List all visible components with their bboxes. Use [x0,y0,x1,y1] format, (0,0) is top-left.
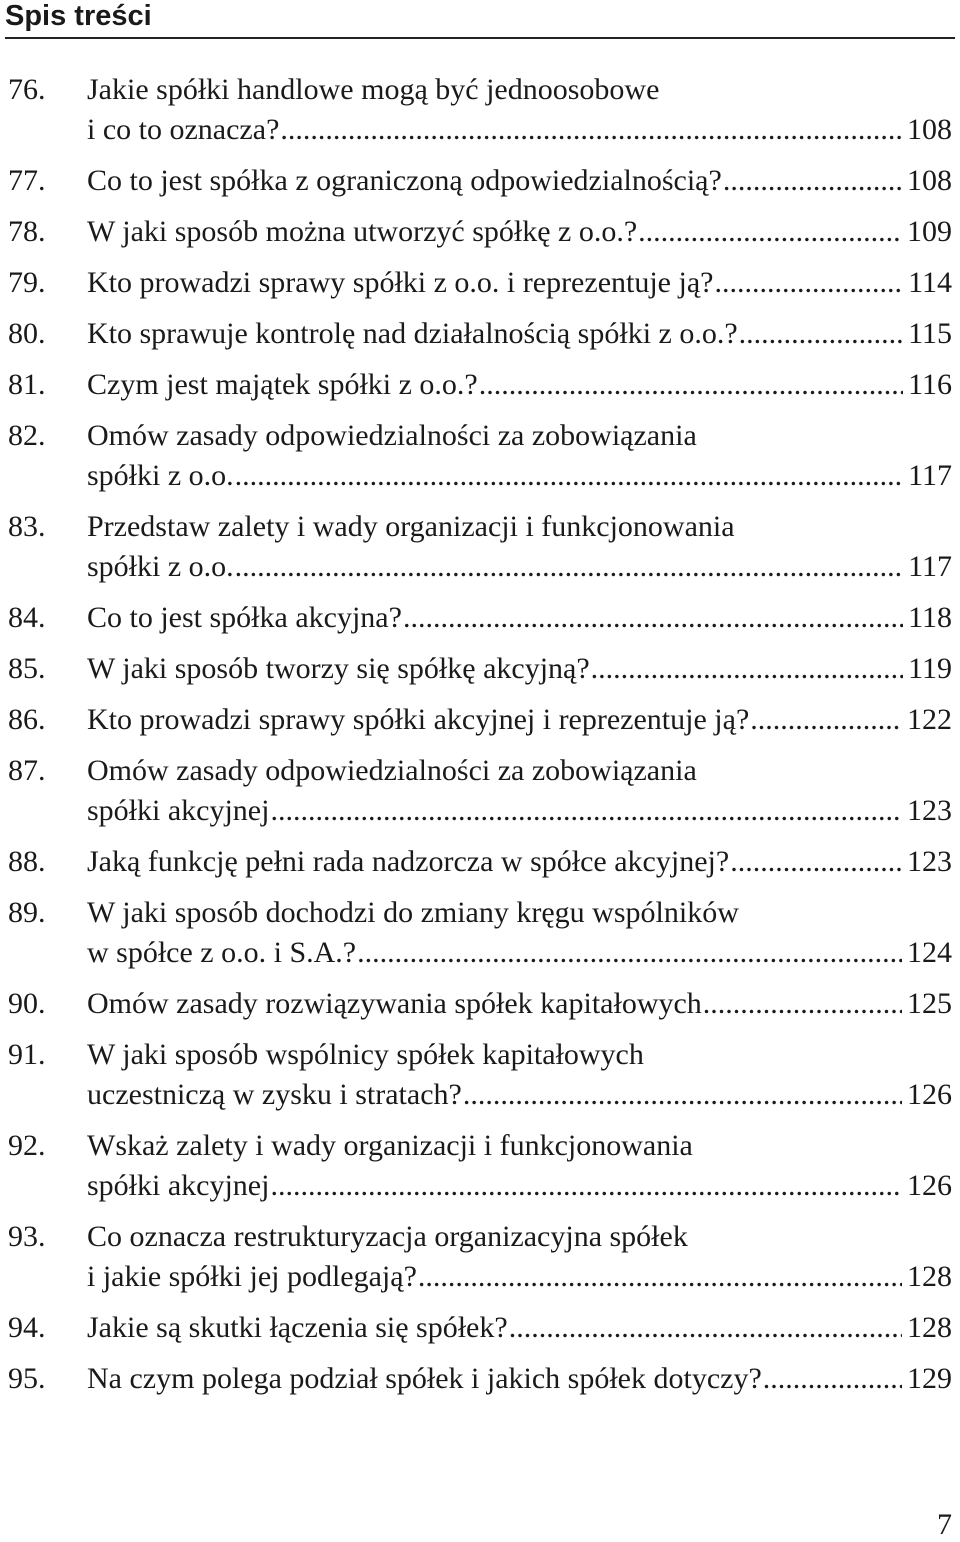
toc-entry-number: 91. [8,1038,46,1071]
dot-leader [463,1075,902,1115]
dot-leader [403,598,903,638]
toc-entry-number: 77. [8,164,46,197]
toc-entry-number: 85. [8,652,46,685]
toc-entry [0,314,960,354]
toc-entry-page: 108 [907,113,952,146]
toc-entry [0,893,960,973]
toc-entry-page: 123 [907,794,952,827]
dot-leader [763,1359,902,1399]
toc-entry-text [87,1126,952,1206]
toc-entry-line: Omów zasady odpowiedzialności za zobowiązania [87,754,697,787]
toc-entry-page: 126 [907,1078,952,1111]
toc-entry-text [87,1359,952,1399]
toc-entry-title: Jakie są skutki łączenia się spółek? [87,1311,508,1344]
toc-entry-page: 117 [908,550,952,583]
dot-leader [270,791,902,831]
dot-leader [479,365,903,405]
toc-entry-last-line [87,314,952,354]
toc-entry-page: 125 [907,987,952,1020]
toc-entry-title: Czym jest majątek spółki z o.o.? [87,368,478,401]
toc-entry [0,1359,960,1399]
toc-entry-title: Co to jest spółka akcyjna? [87,601,402,634]
toc-entry [0,649,960,689]
toc-entry-title: Kto prowadzi sprawy spółki akcyjnej i reprezentuje ją? [87,703,750,736]
toc-entry-title: i jakie spółki jej podlegają? [87,1260,417,1293]
toc-entry-last-line [87,700,952,740]
toc-entry-last-line [87,1257,952,1297]
toc-entry-number: 86. [8,703,46,736]
dot-leader [235,547,903,587]
toc-entry-last-line [87,1075,952,1115]
toc-entry-last-line [87,649,952,689]
toc-entry-page: 129 [907,1362,952,1395]
toc-entry-number: 82. [8,419,46,452]
toc-entry-text [87,416,952,496]
toc-entry-last-line [87,263,952,303]
toc-entry-line: Przedstaw zalety i wady organizacji i funkcjonowania [87,510,735,543]
toc-entry-text [87,507,952,587]
toc-entry-last-line [87,598,952,638]
dot-leader [714,263,903,303]
dot-leader [703,984,902,1024]
toc-entry-title: Kto prowadzi sprawy spółki z o.o. i reprezentuje ją? [87,266,714,299]
toc-entry [0,263,960,303]
toc-entry-page: 115 [908,317,952,350]
toc-entry-line: Jakie spółki handlowe mogą być jednoosobowe [87,73,660,106]
toc-entry-line: Omów zasady odpowiedzialności za zobowiązania [87,419,697,452]
toc-entry-page: 119 [908,652,952,685]
page-number: 7 [937,1508,952,1541]
toc-entry-text [87,263,952,303]
toc-entry-title: spółki akcyjnej [87,1169,270,1202]
toc-entry [0,212,960,252]
toc-entry-text [87,161,952,201]
toc-entry-text [87,365,952,405]
toc-entry-title: Kto sprawuje kontrolę nad działalnością spółki z o.o.? [87,317,738,350]
toc-entry-text [87,70,952,150]
toc-entry-text [87,984,952,1024]
toc-entry-page: 108 [907,164,952,197]
toc-entry-number: 83. [8,510,46,543]
toc-entry-title: spółki z o.o. [87,550,234,583]
toc-entry-last-line [87,456,952,496]
toc-entry-text [87,598,952,638]
toc-entry-page: 122 [907,703,952,736]
toc-entry-number: 89. [8,896,46,929]
toc-entry-text [87,1217,952,1297]
toc-entry-text [87,1308,952,1348]
table-of-contents [0,70,960,1410]
running-header [5,0,955,39]
toc-entry-number: 92. [8,1129,46,1162]
dot-leader [357,933,902,973]
toc-entry-title: W jaki sposób tworzy się spółkę akcyjną? [87,652,590,685]
toc-entry-page: 114 [908,266,952,299]
toc-entry-page: 118 [908,601,952,634]
dot-leader [270,1166,902,1206]
toc-entry-number: 81. [8,368,46,401]
toc-entry-last-line [87,365,952,405]
toc-entry-page: 117 [908,459,952,492]
toc-entry-last-line [87,1308,952,1348]
toc-entry [0,700,960,740]
toc-entry-title: uczestniczą w zysku i stratach? [87,1078,462,1111]
dot-leader [739,314,903,354]
toc-entry-page: 126 [907,1169,952,1202]
toc-entry-number: 79. [8,266,46,299]
toc-entry-line: Wskaż zalety i wady organizacji i funkcjonowania [87,1129,693,1162]
toc-entry-last-line [87,212,952,252]
toc-entry-last-line [87,1166,952,1206]
dot-leader [509,1308,902,1348]
toc-entry-text [87,314,952,354]
toc-entry-number: 94. [8,1311,46,1344]
dot-leader [280,110,902,150]
toc-entry-page: 128 [907,1260,952,1293]
toc-entry [0,1217,960,1297]
toc-entry-title: Na czym polega podział spółek i jakich spółek dotyczy? [87,1362,762,1395]
toc-entry-title: W jaki sposób można utworzyć spółkę z o.o.? [87,215,638,248]
dot-leader [723,161,902,201]
toc-entry-title: spółki akcyjnej [87,794,270,827]
toc-entry-title: i co to oznacza? [87,113,280,146]
dot-leader [418,1257,902,1297]
toc-entry-text [87,700,952,740]
toc-entry-text [87,893,952,973]
toc-entry [0,416,960,496]
toc-entry-last-line [87,791,952,831]
toc-entry-number: 88. [8,845,46,878]
toc-entry-number: 90. [8,987,46,1020]
toc-entry-line: Co oznacza restrukturyzacja organizacyjna spółek [87,1220,688,1253]
toc-entry-page: 123 [907,845,952,878]
toc-entry-number: 93. [8,1220,46,1253]
toc-entry [0,161,960,201]
toc-entry-line: W jaki sposób wspólnicy spółek kapitałowych [87,1038,644,1071]
toc-entry-text [87,1035,952,1115]
toc-entry-number: 84. [8,601,46,634]
dot-leader [591,649,903,689]
toc-entry-last-line [87,933,952,973]
toc-entry-page: 109 [907,215,952,248]
toc-entry-text [87,649,952,689]
toc-entry-last-line [87,842,952,882]
toc-entry-title: spółki z o.o. [87,459,234,492]
dot-leader [638,212,902,252]
toc-entry-number: 80. [8,317,46,350]
toc-entry-number: 87. [8,754,46,787]
toc-entry [0,842,960,882]
dot-leader [235,456,903,496]
toc-entry [0,1126,960,1206]
toc-entry [0,1035,960,1115]
toc-entry-last-line [87,547,952,587]
toc-entry-last-line [87,984,952,1024]
toc-entry [0,751,960,831]
toc-entry [0,984,960,1024]
toc-entry [0,507,960,587]
toc-entry-page: 124 [907,936,952,969]
toc-entry [0,70,960,150]
toc-entry-number: 78. [8,215,46,248]
toc-entry-text [87,751,952,831]
toc-entry-title: Co to jest spółka z ograniczoną odpowiedzialnością? [87,164,722,197]
toc-entry-last-line [87,161,952,201]
toc-entry [0,1308,960,1348]
toc-entry [0,365,960,405]
toc-entry-page: 128 [907,1311,952,1344]
toc-entry-page: 116 [908,368,952,401]
toc-entry-text [87,842,952,882]
toc-entry-number: 76. [8,73,46,106]
dot-leader [750,700,902,740]
toc-entry-number: 95. [8,1362,46,1395]
toc-entry-last-line [87,110,952,150]
toc-entry-title: Omów zasady rozwiązywania spółek kapitałowych [87,987,702,1020]
dot-leader [730,842,902,882]
toc-entry-last-line [87,1359,952,1399]
toc-entry-line: W jaki sposób dochodzi do zmiany kręgu wspólników [87,896,739,929]
toc-entry-text [87,212,952,252]
header-title: Spis treści [5,0,152,32]
toc-entry-title: Jaką funkcję pełni rada nadzorcza w spółce akcyjnej? [87,845,730,878]
toc-entry-title: w spółce z o.o. i S.A.? [87,936,357,969]
toc-entry [0,598,960,638]
